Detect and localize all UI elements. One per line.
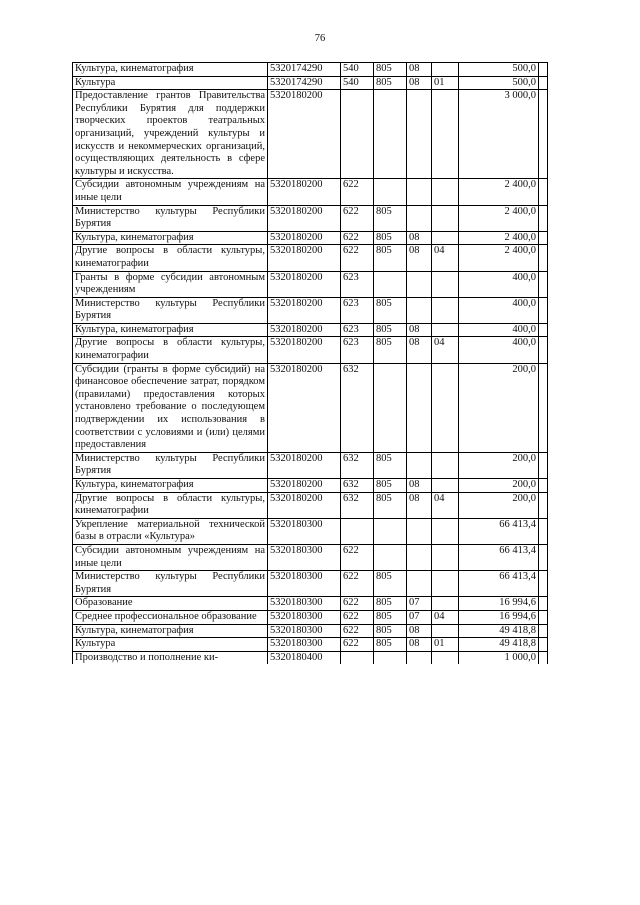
subsection-cell — [432, 297, 459, 323]
blank-cell — [539, 597, 548, 611]
ministry-code-cell: 805 — [374, 571, 407, 597]
row-name-cell: Производство и пополнение ки- — [73, 651, 268, 664]
expense-type-cell: 623 — [341, 323, 374, 337]
table-row — [73, 479, 548, 493]
amount-cell: 2 400,0 — [459, 231, 539, 245]
row-name-cell: Культура, кинематография — [73, 624, 268, 638]
ministry-code-cell — [374, 179, 407, 205]
ministry-code-cell — [374, 651, 407, 664]
subsection-cell — [432, 452, 459, 478]
section-cell: 08 — [407, 231, 432, 245]
blank-cell — [539, 205, 548, 231]
table-row — [73, 544, 548, 570]
amount-cell: 1 000,0 — [459, 651, 539, 664]
blank-cell — [539, 492, 548, 518]
expense-type-cell: 622 — [341, 610, 374, 624]
expense-type-cell: 622 — [341, 179, 374, 205]
expense-type-cell: 622 — [341, 571, 374, 597]
row-name-cell: Министерство культуры Республики Бурятия — [73, 205, 268, 231]
row-name-cell: Министерство культуры Республики Бурятия — [73, 452, 268, 478]
target-article-cell: 5320180300 — [268, 544, 341, 570]
subsection-cell — [432, 90, 459, 179]
target-article-cell: 5320180300 — [268, 638, 341, 652]
section-cell: 08 — [407, 492, 432, 518]
expense-type-cell: 623 — [341, 337, 374, 363]
row-name-cell: Субсидии (гранты в форме субсидий) на финансовое обеспечение затрат, порядком (правилами) предоставления которых установлено требование о последующем подтверждении их использования в соответствии с условиями и (или) целями предоставления — [73, 363, 268, 452]
target-article-cell: 5320180200 — [268, 337, 341, 363]
table-row — [73, 323, 548, 337]
section-cell: 08 — [407, 245, 432, 271]
ministry-code-cell: 805 — [374, 297, 407, 323]
row-name-cell: Укрепление материальной технической базы в отрасли «Культура» — [73, 518, 268, 544]
amount-cell: 400,0 — [459, 323, 539, 337]
amount-cell: 2 400,0 — [459, 205, 539, 231]
expense-type-cell: 622 — [341, 231, 374, 245]
blank-cell — [539, 363, 548, 452]
blank-cell — [539, 337, 548, 363]
section-cell: 08 — [407, 479, 432, 493]
subsection-cell: 04 — [432, 492, 459, 518]
target-article-cell: 5320180200 — [268, 323, 341, 337]
amount-cell: 200,0 — [459, 363, 539, 452]
target-article-cell: 5320180200 — [268, 245, 341, 271]
table-row — [73, 651, 548, 664]
target-article-cell: 5320180200 — [268, 479, 341, 493]
subsection-cell: 04 — [432, 337, 459, 363]
section-cell: 08 — [407, 63, 432, 77]
subsection-cell — [432, 363, 459, 452]
subsection-cell — [432, 479, 459, 493]
row-name-cell: Культура, кинематография — [73, 323, 268, 337]
expense-type-cell: 622 — [341, 245, 374, 271]
expense-type-cell: 623 — [341, 271, 374, 297]
table-row — [73, 205, 548, 231]
amount-cell: 400,0 — [459, 297, 539, 323]
blank-cell — [539, 479, 548, 493]
expense-type-cell: 632 — [341, 363, 374, 452]
subsection-cell — [432, 205, 459, 231]
section-cell — [407, 544, 432, 570]
amount-cell: 2 400,0 — [459, 179, 539, 205]
row-name-cell: Предоставление грантов Правительства Республики Бурятия для поддержки творческих проектов театральных организаций, учреждений культуры и искусств и некоммерческих организаций, осуществляющих деятельность в сфере культуры и искусства. — [73, 90, 268, 179]
target-article-cell: 5320180200 — [268, 205, 341, 231]
ministry-code-cell: 805 — [374, 76, 407, 90]
ministry-code-cell: 805 — [374, 638, 407, 652]
blank-cell — [539, 63, 548, 77]
section-cell — [407, 363, 432, 452]
page-number: 76 — [314, 33, 326, 44]
subsection-cell — [432, 63, 459, 77]
target-article-cell: 5320174290 — [268, 76, 341, 90]
subsection-cell — [432, 271, 459, 297]
table-row — [73, 518, 548, 544]
expense-type-cell: 623 — [341, 297, 374, 323]
table-row — [73, 638, 548, 652]
target-article-cell: 5320180200 — [268, 179, 341, 205]
expense-type-cell — [341, 90, 374, 179]
subsection-cell — [432, 571, 459, 597]
target-article-cell: 5320180300 — [268, 597, 341, 611]
amount-cell: 200,0 — [459, 492, 539, 518]
expense-type-cell — [341, 518, 374, 544]
amount-cell: 49 418,8 — [459, 624, 539, 638]
section-cell — [407, 571, 432, 597]
table-row — [73, 245, 548, 271]
blank-cell — [539, 624, 548, 638]
row-name-cell: Гранты в форме субсидии автономным учреждениям — [73, 271, 268, 297]
subsection-cell: 01 — [432, 76, 459, 90]
amount-cell: 400,0 — [459, 271, 539, 297]
blank-cell — [539, 297, 548, 323]
expense-type-cell: 622 — [341, 624, 374, 638]
target-article-cell: 5320180200 — [268, 297, 341, 323]
amount-cell: 66 413,4 — [459, 544, 539, 570]
target-article-cell: 5320180200 — [268, 492, 341, 518]
blank-cell — [539, 245, 548, 271]
expense-type-cell: 632 — [341, 452, 374, 478]
subsection-cell: 04 — [432, 245, 459, 271]
ministry-code-cell — [374, 518, 407, 544]
ministry-code-cell: 805 — [374, 337, 407, 363]
blank-cell — [539, 571, 548, 597]
table-row — [73, 492, 548, 518]
ministry-code-cell: 805 — [374, 205, 407, 231]
section-cell — [407, 179, 432, 205]
target-article-cell: 5320180200 — [268, 271, 341, 297]
amount-cell: 200,0 — [459, 452, 539, 478]
expense-type-cell: 622 — [341, 597, 374, 611]
table-row — [73, 363, 548, 452]
blank-cell — [539, 231, 548, 245]
ministry-code-cell — [374, 90, 407, 179]
ministry-code-cell: 805 — [374, 452, 407, 478]
table-body — [73, 63, 548, 665]
ministry-code-cell: 805 — [374, 624, 407, 638]
table-row — [73, 624, 548, 638]
blank-cell — [539, 518, 548, 544]
ministry-code-cell — [374, 363, 407, 452]
ministry-code-cell: 805 — [374, 323, 407, 337]
amount-cell: 66 413,4 — [459, 571, 539, 597]
section-cell — [407, 518, 432, 544]
subsection-cell: 01 — [432, 638, 459, 652]
row-name-cell: Министерство культуры Республики Бурятия — [73, 297, 268, 323]
row-name-cell: Культура — [73, 76, 268, 90]
row-name-cell: Культура, кинематография — [73, 231, 268, 245]
target-article-cell: 5320180200 — [268, 363, 341, 452]
ministry-code-cell: 805 — [374, 597, 407, 611]
section-cell: 08 — [407, 323, 432, 337]
expense-type-cell: 622 — [341, 544, 374, 570]
section-cell: 07 — [407, 597, 432, 611]
subsection-cell — [432, 179, 459, 205]
target-article-cell: 5320180300 — [268, 624, 341, 638]
target-article-cell: 5320180300 — [268, 518, 341, 544]
table-row — [73, 610, 548, 624]
target-article-cell: 5320180200 — [268, 452, 341, 478]
row-name-cell: Другие вопросы в области культуры, кинематографии — [73, 337, 268, 363]
expense-type-cell: 540 — [341, 76, 374, 90]
amount-cell: 49 418,8 — [459, 638, 539, 652]
target-article-cell: 5320180300 — [268, 610, 341, 624]
amount-cell: 200,0 — [459, 479, 539, 493]
section-cell — [407, 90, 432, 179]
row-name-cell: Культура — [73, 638, 268, 652]
section-cell: 08 — [407, 337, 432, 363]
amount-cell: 500,0 — [459, 76, 539, 90]
target-article-cell: 5320174290 — [268, 63, 341, 77]
section-cell: 08 — [407, 624, 432, 638]
blank-cell — [539, 651, 548, 664]
ministry-code-cell — [374, 271, 407, 297]
expense-type-cell: 632 — [341, 479, 374, 493]
section-cell — [407, 651, 432, 664]
subsection-cell — [432, 624, 459, 638]
ministry-code-cell: 805 — [374, 63, 407, 77]
target-article-cell: 5320180300 — [268, 571, 341, 597]
blank-cell — [539, 179, 548, 205]
row-name-cell: Другие вопросы в области культуры, кинематографии — [73, 492, 268, 518]
table-row — [73, 271, 548, 297]
table-row — [73, 571, 548, 597]
table-row — [73, 297, 548, 323]
amount-cell: 3 000,0 — [459, 90, 539, 179]
subsection-cell — [432, 597, 459, 611]
blank-cell — [539, 323, 548, 337]
amount-cell: 500,0 — [459, 63, 539, 77]
row-name-cell: Министерство культуры Республики Бурятия — [73, 571, 268, 597]
blank-cell — [539, 271, 548, 297]
row-name-cell: Образование — [73, 597, 268, 611]
subsection-cell — [432, 518, 459, 544]
ministry-code-cell: 805 — [374, 492, 407, 518]
row-name-cell: Среднее профессиональное образование — [73, 610, 268, 624]
blank-cell — [539, 452, 548, 478]
table-row — [73, 231, 548, 245]
blank-cell — [539, 544, 548, 570]
section-cell: 08 — [407, 76, 432, 90]
amount-cell: 400,0 — [459, 337, 539, 363]
blank-cell — [539, 610, 548, 624]
section-cell: 07 — [407, 610, 432, 624]
ministry-code-cell — [374, 544, 407, 570]
expense-type-cell: 622 — [341, 205, 374, 231]
section-cell — [407, 271, 432, 297]
subsection-cell — [432, 544, 459, 570]
expense-type-cell: 540 — [341, 63, 374, 77]
amount-cell: 66 413,4 — [459, 518, 539, 544]
row-name-cell: Другие вопросы в области культуры, кинематографии — [73, 245, 268, 271]
table-row — [73, 597, 548, 611]
row-name-cell: Субсидии автономным учреждениям на иные цели — [73, 179, 268, 205]
table-row — [73, 63, 548, 77]
row-name-cell: Культура, кинематография — [73, 479, 268, 493]
budget-table — [72, 62, 548, 664]
ministry-code-cell: 805 — [374, 610, 407, 624]
ministry-code-cell: 805 — [374, 479, 407, 493]
amount-cell: 16 994,6 — [459, 610, 539, 624]
ministry-code-cell: 805 — [374, 245, 407, 271]
target-article-cell: 5320180200 — [268, 231, 341, 245]
table-row — [73, 452, 548, 478]
row-name-cell: Субсидии автономным учреждениям на иные цели — [73, 544, 268, 570]
section-cell — [407, 452, 432, 478]
table-row — [73, 90, 548, 179]
table-row — [73, 337, 548, 363]
blank-cell — [539, 638, 548, 652]
row-name-cell: Культура, кинематография — [73, 63, 268, 77]
table-row — [73, 76, 548, 90]
table-row — [73, 179, 548, 205]
expense-type-cell — [341, 651, 374, 664]
section-cell: 08 — [407, 638, 432, 652]
amount-cell: 16 994,6 — [459, 597, 539, 611]
expense-type-cell: 622 — [341, 638, 374, 652]
target-article-cell: 5320180400 — [268, 651, 341, 664]
blank-cell — [539, 76, 548, 90]
subsection-cell: 04 — [432, 610, 459, 624]
section-cell — [407, 205, 432, 231]
blank-cell — [539, 90, 548, 179]
target-article-cell: 5320180200 — [268, 90, 341, 179]
expense-type-cell: 632 — [341, 492, 374, 518]
subsection-cell — [432, 231, 459, 245]
subsection-cell — [432, 323, 459, 337]
amount-cell: 2 400,0 — [459, 245, 539, 271]
subsection-cell — [432, 651, 459, 664]
section-cell — [407, 297, 432, 323]
ministry-code-cell: 805 — [374, 231, 407, 245]
